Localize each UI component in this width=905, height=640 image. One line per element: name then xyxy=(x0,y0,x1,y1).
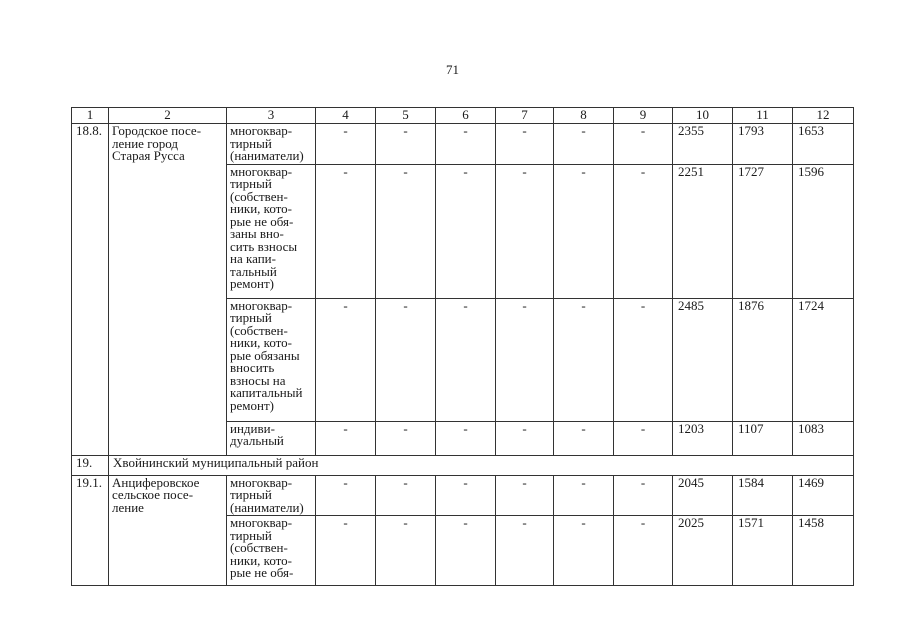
district-number: 19. xyxy=(72,455,109,475)
housing-type: многоквар- тирный (наниматели) xyxy=(227,475,316,516)
empty-value-dash: - xyxy=(614,298,673,421)
tariff-value: 1724 xyxy=(793,298,854,421)
empty-value-dash: - xyxy=(496,475,554,516)
column-number-cell: 6 xyxy=(436,108,496,124)
empty-value-dash: - xyxy=(436,421,496,455)
column-number-cell: 1 xyxy=(72,108,109,124)
tariff-value: 1083 xyxy=(793,421,854,455)
settlement-name: Городское посе- ление город Старая Русса xyxy=(109,124,227,456)
empty-value-dash: - xyxy=(496,421,554,455)
empty-value-dash: - xyxy=(316,475,376,516)
tariff-value: 1876 xyxy=(733,298,793,421)
empty-value-dash: - xyxy=(554,164,614,298)
empty-value-dash: - xyxy=(554,124,614,165)
empty-value-dash: - xyxy=(554,516,614,586)
column-number-cell: 12 xyxy=(793,108,854,124)
tariff-value: 1203 xyxy=(673,421,733,455)
empty-value-dash: - xyxy=(436,516,496,586)
empty-value-dash: - xyxy=(376,421,436,455)
empty-value-dash: - xyxy=(436,124,496,165)
empty-value-dash: - xyxy=(614,164,673,298)
empty-value-dash: - xyxy=(496,124,554,165)
empty-value-dash: - xyxy=(316,516,376,586)
column-number-cell: 3 xyxy=(227,108,316,124)
column-number-cell: 10 xyxy=(673,108,733,124)
column-number-cell: 5 xyxy=(376,108,436,124)
empty-value-dash: - xyxy=(316,298,376,421)
empty-value-dash: - xyxy=(436,475,496,516)
tariff-value: 1584 xyxy=(733,475,793,516)
empty-value-dash: - xyxy=(316,421,376,455)
empty-value-dash: - xyxy=(554,298,614,421)
empty-value-dash: - xyxy=(496,298,554,421)
empty-value-dash: - xyxy=(554,421,614,455)
housing-type: многоквар- тирный (собствен- ники, кото- рые не обя- заны вно- сить взносы на капи- тальный ремонт) xyxy=(227,164,316,298)
tariff-value: 2485 xyxy=(673,298,733,421)
tariff-value: 1596 xyxy=(793,164,854,298)
tariff-value: 1571 xyxy=(733,516,793,586)
empty-value-dash: - xyxy=(376,164,436,298)
empty-value-dash: - xyxy=(376,475,436,516)
column-number-cell: 8 xyxy=(554,108,614,124)
tariff-value: 1653 xyxy=(793,124,854,165)
tariff-value: 1727 xyxy=(733,164,793,298)
table-body xyxy=(72,108,854,586)
column-number-cell: 7 xyxy=(496,108,554,124)
empty-value-dash: - xyxy=(614,475,673,516)
settlement-number: 18.8. xyxy=(72,124,109,456)
tariff-value: 2251 xyxy=(673,164,733,298)
empty-value-dash: - xyxy=(554,475,614,516)
empty-value-dash: - xyxy=(316,164,376,298)
page-number: 71 xyxy=(446,62,459,77)
housing-type: многоквар- тирный (наниматели) xyxy=(227,124,316,165)
district-row xyxy=(72,455,854,475)
empty-value-dash: - xyxy=(614,124,673,165)
housing-type: многоквар- тирный (собствен- ники, кото- рые обязаны вносить взносы на капитальный ремонт) xyxy=(227,298,316,421)
empty-value-dash: - xyxy=(614,516,673,586)
empty-value-dash: - xyxy=(376,298,436,421)
empty-value-dash: - xyxy=(496,164,554,298)
empty-value-dash: - xyxy=(436,298,496,421)
column-number-row xyxy=(72,108,854,124)
housing-type: индиви- дуальный xyxy=(227,421,316,455)
settlement-number: 19.1. xyxy=(72,475,109,586)
settlement-name: Анциферовское сельское посе- ление xyxy=(109,475,227,586)
housing-type: многоквар- тирный (собствен- ники, кото- рые не обя- xyxy=(227,516,316,586)
tariff-row xyxy=(72,124,854,165)
empty-value-dash: - xyxy=(316,124,376,165)
empty-value-dash: - xyxy=(436,164,496,298)
tariff-value: 1458 xyxy=(793,516,854,586)
column-number-cell: 9 xyxy=(614,108,673,124)
column-number-cell: 4 xyxy=(316,108,376,124)
column-number-cell: 11 xyxy=(733,108,793,124)
tariff-row xyxy=(72,475,854,516)
empty-value-dash: - xyxy=(496,516,554,586)
tariff-value: 1469 xyxy=(793,475,854,516)
tariff-table xyxy=(71,107,854,586)
empty-value-dash: - xyxy=(376,516,436,586)
empty-value-dash: - xyxy=(614,421,673,455)
empty-value-dash: - xyxy=(376,124,436,165)
column-number-cell: 2 xyxy=(109,108,227,124)
tariff-value: 1793 xyxy=(733,124,793,165)
tariff-value: 2045 xyxy=(673,475,733,516)
tariff-value: 1107 xyxy=(733,421,793,455)
tariff-value: 2025 xyxy=(673,516,733,586)
tariff-value: 2355 xyxy=(673,124,733,165)
district-name: Хвойнинский муниципальный район xyxy=(109,455,854,475)
